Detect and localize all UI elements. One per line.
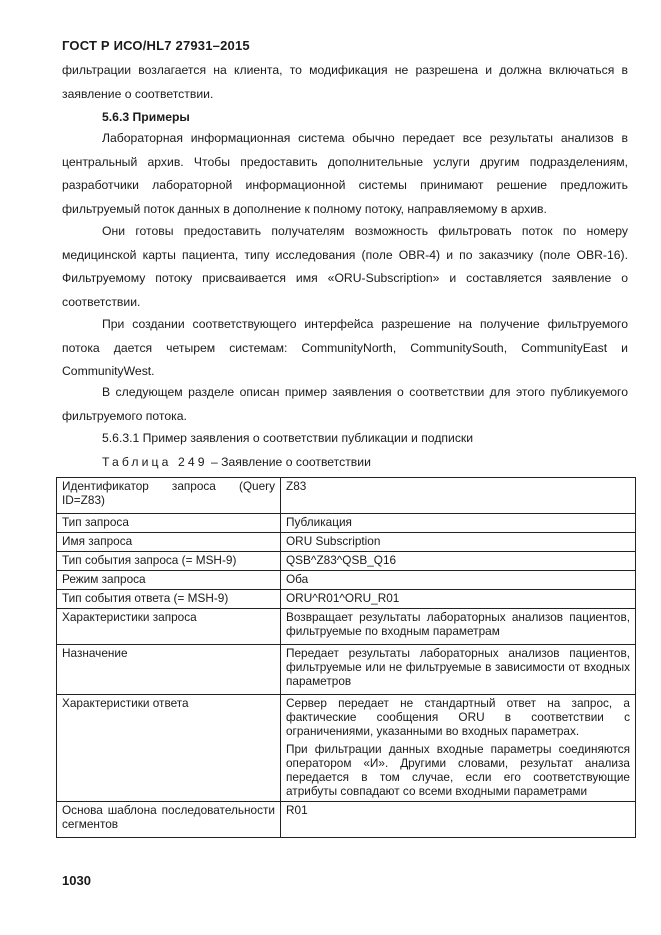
row-value-cell: Z83 xyxy=(281,478,636,514)
row-name-cell: Характеристики ответа xyxy=(57,695,281,802)
row-name-cell: Имя запроса xyxy=(57,533,281,552)
paragraph-1: Лабораторная информационная система обычно передает все результаты анализов в центральный архив. Чтобы предоставить дополнительные услуги другим подразделениям, разработчики лабораторной информационной системы принимают решение предложить фильтруемый поток данных в дополнение к полному потоку, направляемому в архив. xyxy=(62,131,628,216)
intro-paragraph: фильтрации возлагается на клиента, то модификация не разрешена и должна включаться в заявление о соответствии. xyxy=(62,63,628,101)
table-row xyxy=(57,552,636,571)
table-row xyxy=(57,514,636,533)
table-row xyxy=(57,609,636,645)
paragraph-2: Они готовы предоставить получателям возможность фильтровать поток по номеру медицинской карты пациента, типу исследования (поле OBR-4) и по заказчику (поле OBR-16). Фильтруемому потоку присваивается имя «ORU-Subscription» и составляется заявление о соответствии. xyxy=(62,224,628,309)
table-row xyxy=(57,590,636,609)
conformance-table xyxy=(56,477,636,838)
table-caption-title: Заявление о соответствии xyxy=(221,455,371,469)
table-caption-label: Таблица 249 xyxy=(102,455,208,469)
row-value-cell: ORU^R01^ORU_R01 xyxy=(281,590,636,609)
row-value-paragraph: При фильтрации данных входные параметры соединяются оператором «И». Другими словами, результат анализа передается в том случае, если его соответствующие атрибуты совпадают со всеми входными параметрами xyxy=(286,742,630,798)
table-caption xyxy=(102,455,371,469)
page-header: ГОСТ Р ИСО/HL7 27931–2015 xyxy=(62,38,250,53)
row-value-cell: ORU Subscription xyxy=(281,533,636,552)
paragraph-4: В следующем разделе описан пример заявления о соответствии для этого публикуемого фильтруемого потока. xyxy=(62,385,628,423)
paragraph-3: При создании соответствующего интерфейса разрешение на получение фильтруемого потока дается четырем системам: CommunityNorth, CommunitySouth, CommunityEast и CommunityWest. xyxy=(62,317,628,379)
row-value-paragraph: Сервер передает не стандартный ответ на запрос, а фактические сообщения ORU в соответствии с ограничениями, указанными во входных параметрах. xyxy=(286,696,630,738)
row-value-cell: R01 xyxy=(281,802,636,838)
row-name-cell: Идентификатор запроса (Query ID=Z83) xyxy=(57,478,281,514)
row-name-cell: Тип события ответа (= MSH-9) xyxy=(57,590,281,609)
table-row xyxy=(57,802,636,838)
row-name-cell: Тип события запроса (= MSH-9) xyxy=(57,552,281,571)
row-name-cell: Основа шаблона последовательности сегментов xyxy=(57,802,281,838)
table-row xyxy=(57,571,636,590)
table-row xyxy=(57,645,636,695)
row-value-cell xyxy=(281,695,636,802)
table-caption-dash: – xyxy=(211,455,218,469)
row-value-cell: Передает результаты лабораторных анализов пациентов, фильтруемые или не фильтруемые в зависимости от входных параметров xyxy=(281,645,636,695)
page-number: 1030 xyxy=(62,873,91,888)
table-row xyxy=(57,533,636,552)
table-row xyxy=(57,478,636,514)
row-name-cell: Назначение xyxy=(57,645,281,695)
row-name-cell: Режим запроса xyxy=(57,571,281,590)
row-value-cell: QSB^Z83^QSB_Q16 xyxy=(281,552,636,571)
section-heading: 5.6.3 Примеры xyxy=(102,110,190,124)
row-name-cell: Тип запроса xyxy=(57,514,281,533)
table-row xyxy=(57,695,636,802)
row-value-cell: Оба xyxy=(281,571,636,590)
row-value-cell: Публикация xyxy=(281,514,636,533)
row-value-cell: Возвращает результаты лабораторных анализов пациентов, фильтруемые по входным параметрам xyxy=(281,609,636,645)
subsection-heading: 5.6.3.1 Пример заявления о соответствии публикации и подписки xyxy=(102,431,474,445)
row-name-cell: Характеристики запроса xyxy=(57,609,281,645)
